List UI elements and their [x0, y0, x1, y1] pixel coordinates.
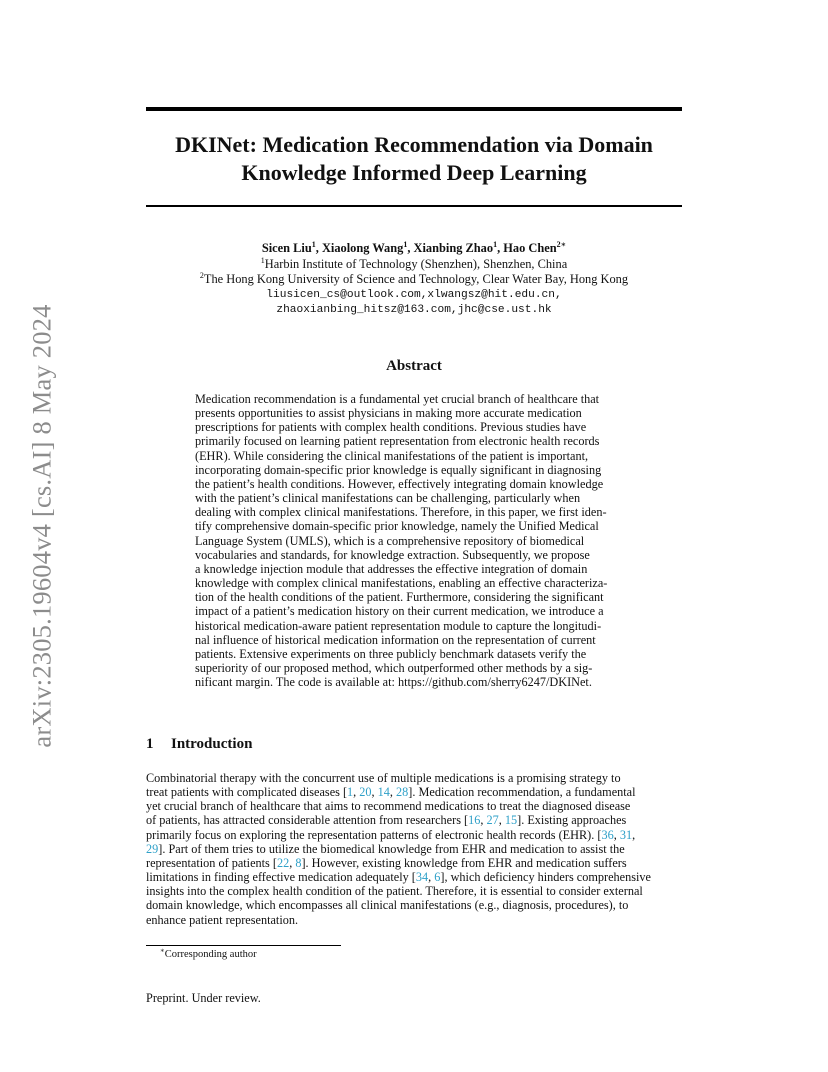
author-affil-mark: 1: [311, 239, 316, 249]
author-name: Hao Chen: [503, 241, 557, 255]
arxiv-identifier: arXiv:2305.19604v4 [cs.AI] 8 May 2024: [26, 304, 57, 748]
author-block: [146, 241, 682, 319]
paper-title: [146, 131, 682, 187]
title-line-1: DKINet: Medication Recommendation via Domain: [175, 132, 653, 157]
author-name: Xianbing Zhao: [413, 241, 494, 255]
affiliation-1: $^1$Harbin Institute of Technology (Shenzhen), Shenzhen, China: [260, 255, 568, 271]
footnote-mark: ∗: [160, 946, 165, 955]
title-line-2: Knowledge Informed Deep Learning: [241, 160, 587, 185]
citation-link[interactable]: 36: [601, 827, 614, 842]
citation-link[interactable]: 22: [276, 855, 290, 870]
abstract-line: historical medication-aware patient representation module to capture the longitudi-: [195, 618, 602, 633]
affil-mark: 2: [199, 270, 204, 280]
abstract-line: vocabularies and standards, for knowledge extraction. Subsequently, we propose: [195, 547, 590, 562]
intro-line: enhance patient representation.: [146, 912, 299, 927]
citation-link[interactable]: 27: [486, 813, 499, 828]
abstract-line: (EHR). While considering the clinical manifestations of the patient is important,: [195, 448, 589, 463]
author-affil-mark: 1: [403, 239, 408, 249]
section-number: 1: [146, 736, 154, 752]
abstract-line: prescriptions for patients with complex health conditions. Previous studies have: [195, 420, 587, 435]
footnote: [160, 946, 257, 960]
author-names: Sicen Liu$^1$, Xiaolong Wang$^1$, Xianbing Zhao$^1$, Hao Chen$^{2∗}$: [261, 239, 567, 255]
author-affil-mark: 2∗: [556, 239, 567, 249]
section-heading-introduction: [146, 736, 252, 753]
preprint-note: Preprint. Under review.: [146, 991, 261, 1005]
intro-line: domain knowledge, which encompasses all clinical manifestations (e.g., diagnosis, procedures), to: [146, 898, 629, 913]
abstract-line: patients. Extensive experiments on three publicly benchmark datasets verify the: [195, 646, 587, 661]
footnote-rule: [146, 945, 341, 946]
abstract-line: nal influence of historical medication information on the representation of current: [195, 632, 596, 647]
abstract-heading: Abstract: [386, 358, 442, 374]
abstract-line: primarily focused on learning patient representation from electronic health records: [195, 434, 600, 449]
abstract-line: presents opportunities to assist physicians in making more accurate medication: [195, 406, 582, 421]
abstract-line: tion of the health conditions of the patient. Furthermore, considering the significant: [195, 590, 604, 605]
title-top-rule: [146, 107, 682, 111]
intro-line: Combinatorial therapy with the concurrent use of multiple medications is a promising strategy to: [146, 771, 621, 785]
abstract-line: with the patient’s clinical manifestations can be challenging, particularly when: [195, 491, 581, 506]
intro-line: of patients, has attracted considerable attention from researchers [16, 27, 15]. Existing approaches: [146, 813, 627, 828]
footnote-text: Corresponding author: [164, 949, 257, 960]
abstract-line: superiority of our proposed method, which outperformed other methods by a sig-: [195, 660, 593, 675]
affiliation-2: $^2$The Hong Kong University of Science and Technology, Clear Water Bay, Hong Kong: [199, 270, 629, 286]
abstract-line: tify comprehensive domain-specific prior knowledge, namely the Unified Medical: [195, 519, 599, 534]
abstract-body: [195, 392, 633, 689]
citation-link[interactable]: 8: [295, 855, 302, 870]
citation-link[interactable]: 14: [377, 785, 390, 800]
abstract-line: incorporating domain-specific prior knowledge is equally significant in diagnosing: [195, 462, 602, 477]
citation-link[interactable]: 6: [434, 870, 441, 885]
intro-line: limitations in finding effective medication adequately [34, 6], which deficiency hinders comprehensive: [146, 870, 651, 885]
abstract-line: the patient’s health conditions. However, effectively integrating domain knowledge: [195, 476, 604, 491]
citation-link[interactable]: 16: [468, 813, 481, 828]
author-name: Xiaolong Wang: [321, 241, 404, 255]
abstract-line: a knowledge injection module that addresses the effective integration of domain: [195, 561, 588, 576]
affil-mark: 1: [260, 255, 265, 265]
section-title: Introduction: [171, 736, 253, 752]
title-bottom-rule: [146, 205, 682, 207]
emails-line-1: liusicen_cs@outlook.com,xlwangsz@hit.edu.cn,: [266, 288, 562, 301]
citation-link[interactable]: 28: [396, 785, 409, 800]
intro-line: insights into the complex health condition of the patient. Therefore, it is essential to consider external: [146, 884, 643, 899]
citation-link[interactable]: 29: [146, 841, 159, 856]
citation-link[interactable]: 31: [619, 827, 633, 842]
author-affil-mark: 1: [493, 239, 498, 249]
abstract-line: nificant margin. The code is available at: https://github.com/sherry6247/DKINet.: [195, 675, 592, 690]
introduction-paragraph: [146, 771, 683, 927]
intro-line: treat patients with complicated diseases [1, 20, 14, 28]. Medication recommendation, a fundamental: [146, 785, 636, 800]
emails-line-2: zhaoxianbing_hitsz@163.com,jhc@cse.ust.hk: [276, 304, 552, 316]
abstract-line: impact of a patient’s medication history on their current medication, we introduce a: [195, 604, 604, 619]
intro-line: yet crucial branch of healthcare that aims to recommend medications to treat the diagnosed disease: [146, 799, 631, 814]
intro-line: 29]. Part of them tries to utilize the biomedical knowledge from EHR and medication to assist the: [146, 841, 625, 856]
citation-link[interactable]: 20: [359, 785, 372, 800]
citation-link[interactable]: 15: [504, 813, 518, 828]
abstract-line: Language System (UMLS), which is a comprehensive repository of biomedical: [195, 533, 585, 548]
citation-link[interactable]: 1: [347, 785, 354, 800]
abstract-line: dealing with complex clinical manifestations. Therefore, in this paper, we first iden-: [195, 505, 607, 520]
intro-line: primarily focus on exploring the representation patterns of electronic health records (EHR). [36, 31,: [146, 827, 636, 842]
author-name: Sicen Liu: [261, 241, 312, 255]
intro-line: representation of patients [22, 8]. However, existing knowledge from EHR and medication suffers: [146, 855, 627, 870]
abstract-line: knowledge with complex clinical manifestations, enabling an effective characteriza-: [195, 576, 608, 591]
abstract-line: Medication recommendation is a fundamental yet crucial branch of healthcare that: [195, 392, 600, 406]
citation-link[interactable]: 34: [415, 870, 429, 885]
